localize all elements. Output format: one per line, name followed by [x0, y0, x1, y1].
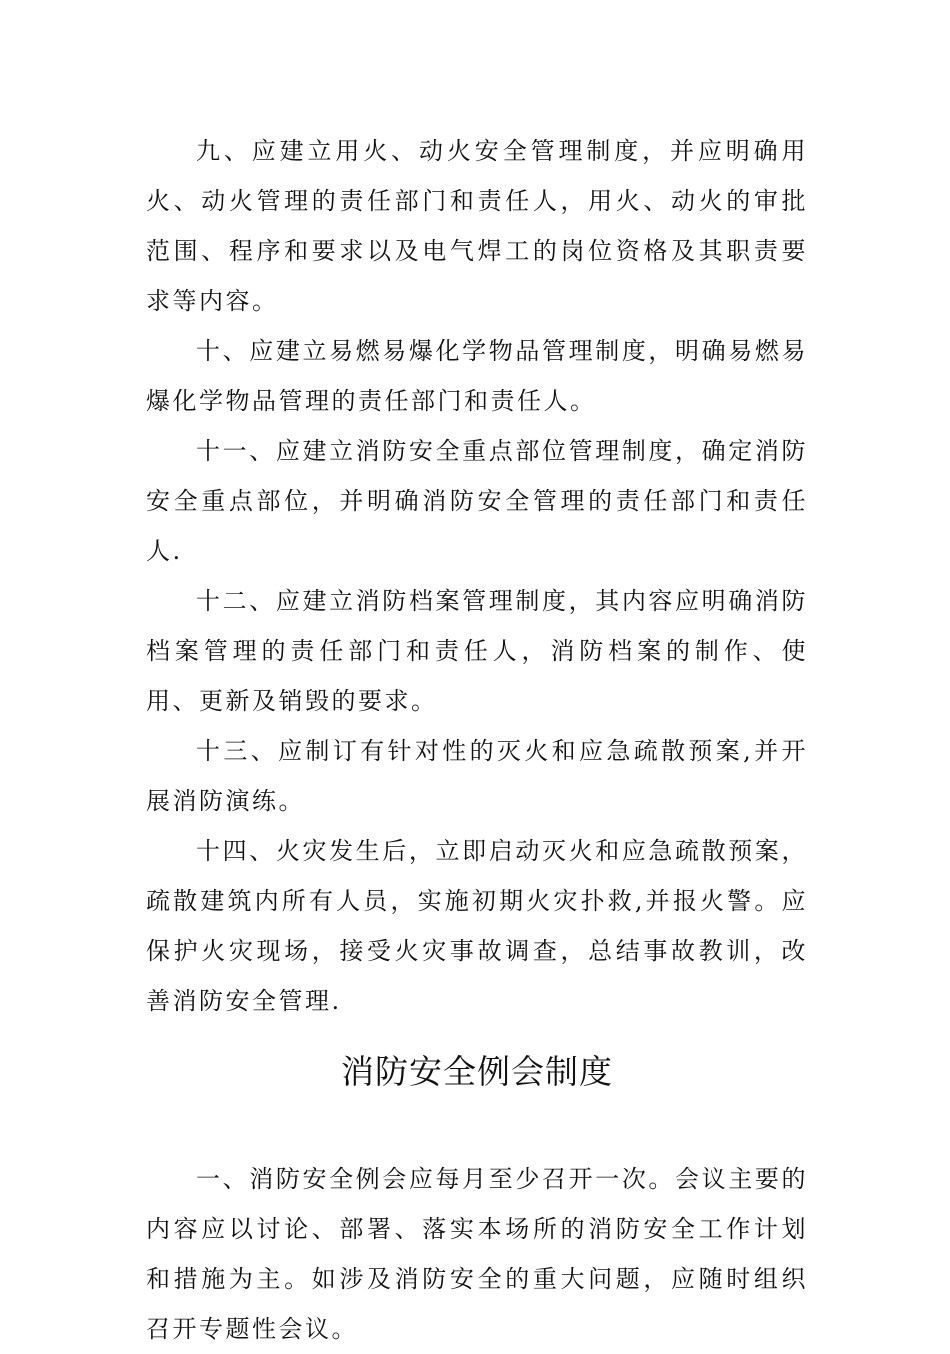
paragraph-item-10: 十、应建立易燃易爆化学物品管理制度，明确易燃易爆化学物品管理的责任部门和责任人。 — [146, 337, 808, 415]
document-page — [146, 126, 808, 1354]
paragraph-item-13: 十三、应制订有针对性的灭火和应急疏散预案,并开展消防演练。 — [146, 737, 808, 815]
paragraph-item-11: 十一、应建立消防安全重点部位管理制度，确定消防安全重点部位，并明确消防安全管理的责任部门和责任人. — [146, 437, 808, 565]
section-fire-safety-rules — [146, 126, 808, 1026]
paragraph-item-14: 十四、火灾发生后，立即启动灭火和应急疏散预案，疏散建筑内所有人员，实施初期火灾扑救,并报火警。应保护火灾现场，接受火灾事故调查，总结事故教训，改善消防安全管理. — [146, 837, 808, 1015]
paragraph-item-12: 十二、应建立消防档案管理制度，其内容应明确消防档案管理的责任部门和责任人，消防档案的制作、使用、更新及销毁的要求。 — [146, 587, 808, 715]
paragraph-item-9: 九、应建立用火、动火安全管理制度，并应明确用火、动火管理的责任部门和责任人，用火、动火的审批范围、程序和要求以及电气焊工的岗位资格及其职责要求等内容。 — [146, 137, 808, 315]
paragraph-item-1: 一、消防安全例会应每月至少召开一次。会议主要的内容应以讨论、部署、落实本场所的消防安全工作计划和措施为主。如涉及消防安全的重大问题，应随时组织召开专题性会议。 — [146, 1165, 808, 1343]
section-safety-meeting — [146, 1154, 808, 1354]
section-heading: 消防安全例会制度 — [341, 1052, 613, 1091]
